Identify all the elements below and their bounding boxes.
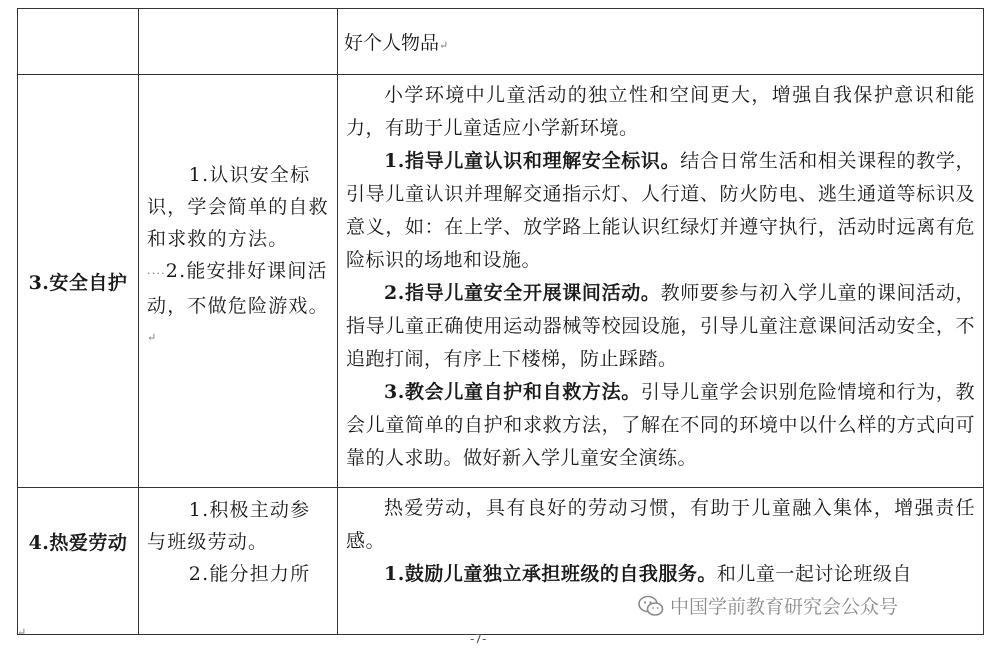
guidance-item: 1.鼓励儿童独立承担班级的自我服务。和儿童一起讨论班级自 <box>384 563 912 585</box>
goal-item: 2.能分担力所 <box>188 563 311 585</box>
continued-text-cell: 好个人物品↵ <box>338 9 984 75</box>
guidance-heading: 2.指导儿童安全开展课间活动。 <box>384 282 661 304</box>
empty-cell <box>18 9 139 75</box>
guidance-item: 1.指导儿童认识和理解安全标识。结合日常生活和相关课程的教学，引导儿童认识并理解交通指示灯、人行道、防火防电、逃生通道等标识及意义，如：在上学、放学路上能认识红绿灯并遵守执行，活动时远离有危险标识的场地和设施。 <box>346 150 975 271</box>
goal-item: 1.认识安全标识，学会简单的自救和求救的方法。 <box>147 164 329 250</box>
goal-item: ····2.能安排好课间活动，不做危险游戏。 <box>147 260 329 317</box>
guidance-heading: 3.教会儿童自护和自救方法。 <box>384 381 641 403</box>
guidance-cell <box>338 75 984 488</box>
guidance-item: 2.指导儿童安全开展课间活动。教师要参与初入学儿童的课间活动，指导儿童正确使用运动器械等校园设施，引导儿童注意课间活动安全，不追跑打闹，有序上下楼梯，防止踩踏。 <box>346 282 975 370</box>
curriculum-table <box>17 8 984 635</box>
watermark-text: 中国学前教育研究会公众号 <box>670 596 899 618</box>
empty-cell <box>139 9 338 75</box>
section-title-cell <box>18 488 139 635</box>
goals-cell: 1.认识安全标识，学会简单的自救和求救的方法。 ····2.能安排好课间活动，不做危险游戏。 ↵ <box>139 75 338 488</box>
section-intro: 热爱劳动，具有良好的劳动习惯，有助于儿童融入集体，增强责任感。 <box>346 497 975 552</box>
continued-text: 好个人物品 <box>344 32 440 54</box>
section-title: 3.安全自护 <box>28 271 128 294</box>
goal-item: 1.积极主动参与班级劳动。 <box>147 499 311 553</box>
table-row <box>18 75 984 488</box>
wechat-watermark <box>638 592 898 619</box>
section-title-cell <box>18 75 139 488</box>
guidance-heading: 1.指导儿童认识和理解安全标识。 <box>384 150 681 172</box>
guidance-item: 3.教会儿童自护和自救方法。引导儿童学会识别危险情境和行为，教会儿童简单的自护和求救方法，了解在不同的环境中以什么样的方式向可靠的人求助。做好新入学儿童安全演练。 <box>346 381 975 469</box>
table-row <box>18 9 984 75</box>
section-intro: 小学环境中儿童活动的独立性和空间更大，增强自我保护意识和能力，有助于儿童适应小学新环境。 <box>346 84 975 139</box>
document-page: 好个人物品↵ 3.安全自护 1.认识安全标识，学会简单的自救和求救的方法。 ····2.能安排好课间活动，不做危险游戏。 ↵ 小学环境中儿童活动的独立性和空间更大，增强自我保护意识和能力，有助于儿童适应小学新环境。 1.指导儿童认识和理解安全标识。结合日常生活和相关课程的教学，引导儿童认识并理解交通指示灯、人行道、防火防电、逃生通道等标识及意义，如：在上学、放学路上能认识红绿灯并遵守执行，活动时远离有危险标识的场地和设施。 2.指导儿童安全开展课间活动。教师要参与初入学儿童的课间活动，指导儿童正确使用运动器械等校园设施，引导儿童注意课间活动安全，不追跑打闹，有序上下楼梯，防止踩踏。 3.教会儿童自护和自救方法。引导儿童学会识别危险情境和行为，教会儿童简单的自护和求救方法，了解在不同的环境中以什么样的方式向可靠的人求助。做好新入学儿童安全演练。 4.热爱劳动 1.积极主动参与班级劳动。 2.能分担力所 热爱劳动，具有良好的劳动习惯，有助于儿童融入集体，增强责任感。 1.鼓励儿童独立承担班级的自我服务。和儿童一起讨论班级自 中国学前教育研究会公众号 ↵ -7- <box>0 0 1000 650</box>
section-title: 4.热爱劳动 <box>28 532 128 554</box>
goals-cell <box>139 488 338 635</box>
guidance-heading: 1.鼓励儿童独立承担班级的自我服务。 <box>384 563 717 585</box>
wechat-icon <box>638 594 664 618</box>
page-number: -7- <box>470 632 487 646</box>
